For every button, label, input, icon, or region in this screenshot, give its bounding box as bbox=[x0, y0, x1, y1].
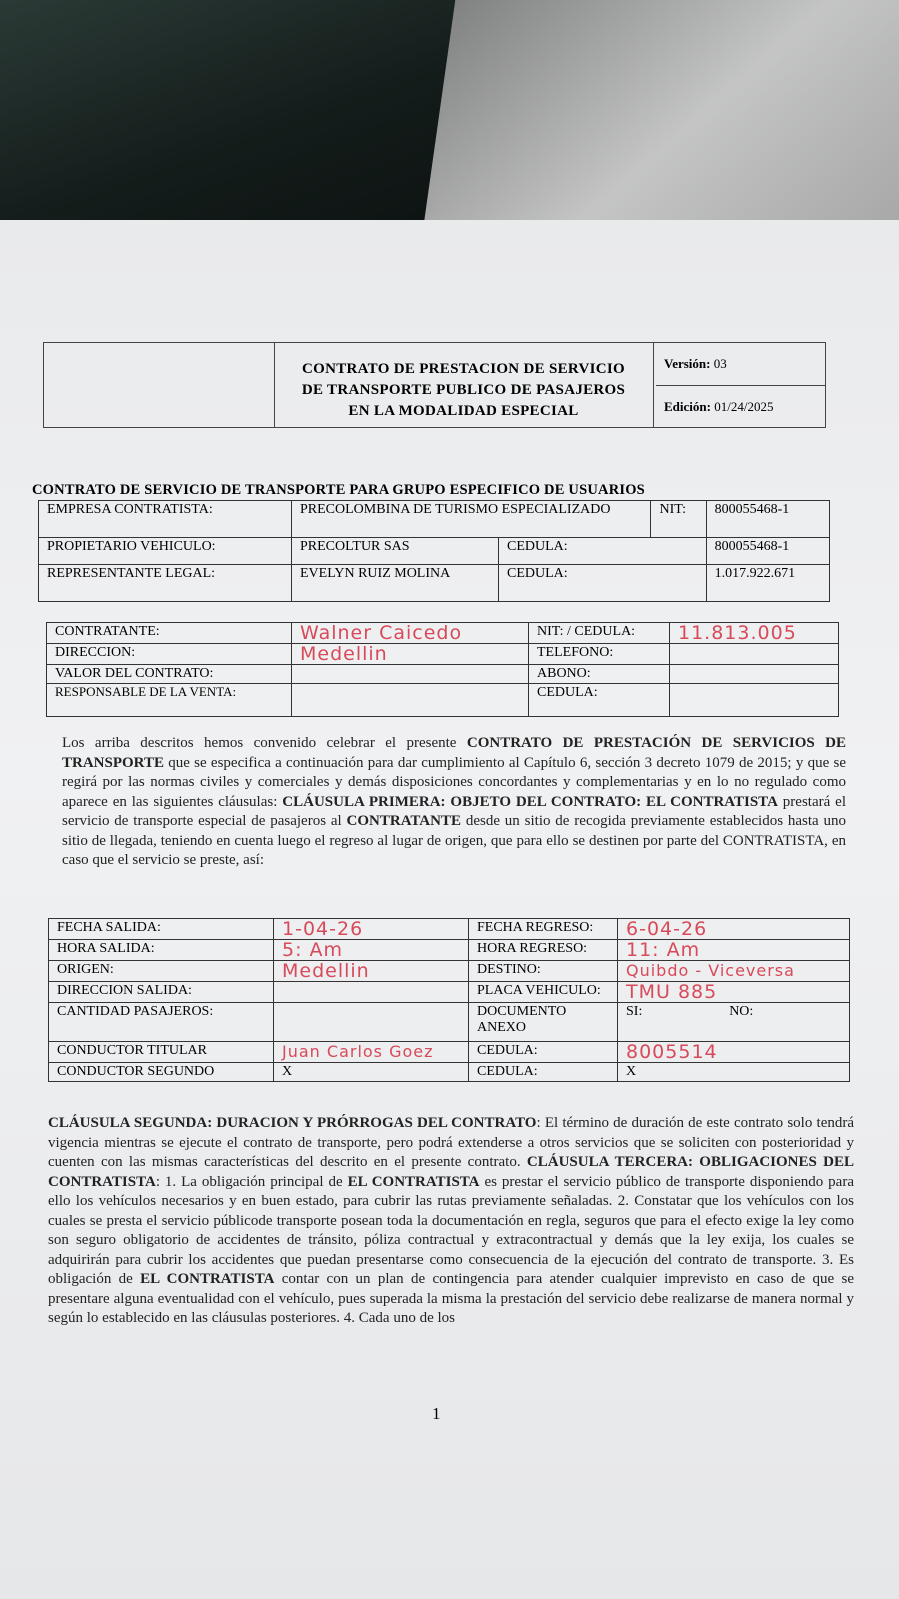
paragraph-clauses: CLÁUSULA SEGUNDA: DURACION Y PRÓRROGAS DEL CONTRATO: El término de duración de este contrato solo tendrá vigencia mientras se ejecute el contrato de transporte, pero podrá extenderse a otros servicios que se soliciten con posterioridad y cuenten con las mismas características del descrito en el presente contrato. CLÁUSULA TERCERA: OBLIGACIONES DEL CONTRATISTA: 1. La obligación principal de EL CONTRATISTA es prestar el servicio público de transporte disponiendo para ello los vehículos necesarios y en buen estado, para cubrir las rutas previamente señaladas. 2. Constatar que los vehículos con los cuales se presta el servicio públicode transporte posean toda la documentación en regla, seguros que para el efecto exige la ley como son seguro obligatorio de accidentes de tránsito, póliza contractual y extracontractual y demás que la ley exija, los cuales se adquirirán para cubrir los accidentes que puedan presentarse como consecuencia de la ejecución del contrato de transporte. 3. Es obligación de EL CONTRATISTA contar con un plan de contingencia para atender cualquier imprevisto en caso de que se presentare alguna eventualidad con el vehículo, pues superada la misma la prestación del servicio debe realizarse de manera normal y según lo establecido en las cláusulas posteriores. 4. Cada uno de los bbox=[48, 1115, 855, 1326]
abono-label: ABONO: bbox=[529, 665, 670, 684]
responsable-label: RESPONSABLE DE LA VENTA: bbox=[47, 684, 292, 717]
destino-value: Quibdo - Viceversa bbox=[618, 961, 850, 982]
company-table bbox=[38, 500, 830, 602]
responsable-cedula-label: CEDULA: bbox=[529, 684, 670, 717]
responsable-cedula-value bbox=[670, 684, 839, 717]
edition-row: Edición: 01/24/2025 bbox=[664, 399, 774, 414]
origen-label: ORIGEN: bbox=[49, 961, 274, 982]
version-row: Versión: 03 bbox=[656, 343, 825, 386]
telefono-label: TELEFONO: bbox=[529, 644, 670, 665]
si-label: SI: bbox=[618, 1003, 722, 1042]
representante-value: EVELYN RUIZ MOLINA bbox=[292, 565, 499, 602]
placa-label: PLACA VEHICULO: bbox=[469, 982, 618, 1003]
valor-value bbox=[292, 665, 529, 684]
conductor-segundo-value: X bbox=[274, 1063, 469, 1082]
telefono-value bbox=[670, 644, 839, 665]
document-title: CONTRATO DE PRESTACION DE SERVICIO DE TRANSPORTE PUBLICO DE PASAJEROS EN LA MODALIDAD ESPECIAL bbox=[274, 343, 654, 427]
conductor-titular-label: CONDUCTOR TITULAR bbox=[49, 1042, 274, 1063]
conductor-segundo-label: CONDUCTOR SEGUNDO bbox=[49, 1063, 274, 1082]
nit-cedula-value: 11.813.005 bbox=[670, 623, 839, 644]
fecha-regreso-value: 6-04-26 bbox=[618, 919, 850, 940]
direccion-salida-value bbox=[274, 982, 469, 1003]
propietario-cedula-label: CEDULA: bbox=[499, 538, 707, 565]
representante-cedula-label: CEDULA: bbox=[499, 565, 707, 602]
nit-value: 800055468-1 bbox=[706, 501, 829, 538]
nit-cedula-label: NIT: / CEDULA: bbox=[529, 623, 670, 644]
fecha-salida-value: 1-04-26 bbox=[274, 919, 469, 940]
hora-regreso-label: HORA REGRESO: bbox=[469, 940, 618, 961]
paragraph-intro: Los arriba descritos hemos convenido celebrar el presente CONTRATO DE PRESTACIÓN DE SERVICIOS DE TRANSPORTE que se especifica a continuación para dar cumplimiento al Capítulo 6, sección 3 decreto 1079 de 2015; y que se regirá por las normas civiles y comerciales y demás disposiciones concordantes y complementarias y en lo no regulado como aparece en las siguientes cláusulas: CLÁUSULA PRIMERA: OBJETO DEL CONTRATO: EL CONTRATISTA prestará el servicio de transporte especial de pasajeros al CONTRATANTE desde un sitio de recogida previamente establecidos hasta uno sitio de llegada, teniendo en cuenta luego el regreso al lugar de origen, que para ello se destinen por parte del CONTRATISTA, en caso que el servicio se preste, así: bbox=[62, 735, 847, 868]
trip-table bbox=[48, 918, 850, 1082]
conductor-titular-cedula: 8005514 bbox=[618, 1042, 850, 1063]
conductor-segundo-cedula-label: CEDULA: bbox=[469, 1063, 618, 1082]
destino-label: DESTINO: bbox=[469, 961, 618, 982]
origen-value: Medellin bbox=[274, 961, 469, 982]
section-title: CONTRATO DE SERVICIO DE TRANSPORTE PARA GRUPO ESPECIFICO DE USUARIOS bbox=[32, 482, 645, 498]
representante-label: REPRESENTANTE LEGAL: bbox=[39, 565, 292, 602]
direccion-label: DIRECCION: bbox=[47, 644, 292, 665]
documento-label: DOCUMENTO ANEXO bbox=[469, 1003, 618, 1042]
nit-label: NIT: bbox=[651, 501, 706, 538]
contratante-label: CONTRATANTE: bbox=[47, 623, 292, 644]
no-label: NO: bbox=[721, 1003, 849, 1042]
hora-salida-value: 5: Am bbox=[274, 940, 469, 961]
contratante-value: Walner Caicedo bbox=[292, 623, 529, 644]
empresa-label: EMPRESA CONTRATISTA: bbox=[39, 501, 292, 538]
valor-label: VALOR DEL CONTRATO: bbox=[47, 665, 292, 684]
abono-value bbox=[670, 665, 839, 684]
propietario-label: PROPIETARIO VEHICULO: bbox=[39, 538, 292, 565]
direccion-salida-label: DIRECCION SALIDA: bbox=[49, 982, 274, 1003]
contratante-table bbox=[46, 622, 839, 717]
fecha-salida-label: FECHA SALIDA: bbox=[49, 919, 274, 940]
fecha-regreso-label: FECHA REGRESO: bbox=[469, 919, 618, 940]
direccion-value: Medellin bbox=[292, 644, 529, 665]
conductor-titular-value: Juan Carlos Goez bbox=[274, 1042, 469, 1063]
representante-cedula: 1.017.922.671 bbox=[706, 565, 829, 602]
placa-value: TMU 885 bbox=[618, 982, 850, 1003]
conductor-titular-cedula-label: CEDULA: bbox=[469, 1042, 618, 1063]
hora-salida-label: HORA SALIDA: bbox=[49, 940, 274, 961]
document-header bbox=[43, 342, 826, 428]
responsable-value bbox=[292, 684, 529, 717]
document-meta bbox=[656, 343, 825, 427]
hora-regreso-value: 11: Am bbox=[618, 940, 850, 961]
propietario-cedula: 800055468-1 bbox=[706, 538, 829, 565]
cantidad-label: CANTIDAD PASAJEROS: bbox=[49, 1003, 274, 1042]
cantidad-value bbox=[274, 1003, 469, 1042]
propietario-value: PRECOLTUR SAS bbox=[292, 538, 499, 565]
conductor-segundo-cedula: X bbox=[618, 1063, 850, 1082]
empresa-value: PRECOLOMBINA DE TURISMO ESPECIALIZADO bbox=[292, 501, 651, 538]
logo-area bbox=[44, 343, 275, 427]
page-number: 1 bbox=[432, 1404, 441, 1423]
